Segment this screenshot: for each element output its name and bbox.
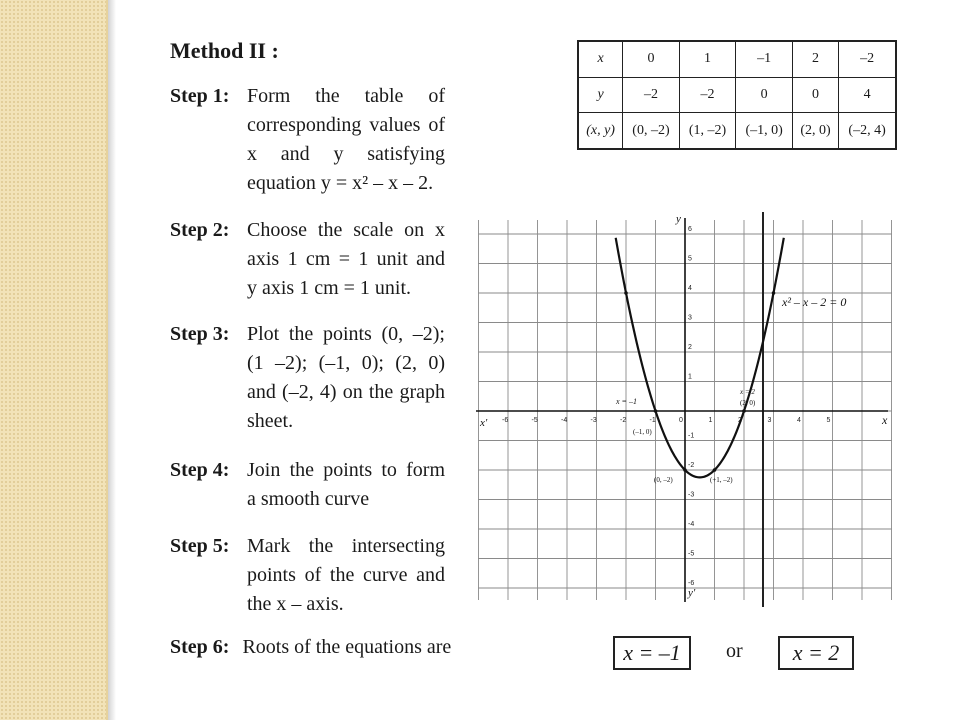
plotted-point: [654, 409, 658, 413]
table-cell: (0, –2): [623, 113, 680, 149]
root-right-label: x = 2: [740, 388, 755, 396]
table-cell: –1: [736, 41, 793, 77]
graph-ticks: [502, 226, 831, 587]
step-text: [247, 216, 445, 303]
table-cell: 1: [679, 41, 736, 77]
y-tick-label: 4: [688, 285, 692, 292]
point-label: (–1, 0): [633, 428, 652, 436]
table-row: [578, 113, 896, 149]
table-cell: –2: [839, 41, 896, 77]
step-line: Choose the scale on x: [247, 219, 445, 241]
y-tick-label: 3: [688, 314, 692, 322]
step-label: Step 5:: [170, 535, 230, 557]
x-tick-label: 1: [708, 417, 713, 424]
table-cell: 0: [792, 77, 838, 112]
x-axis-label: x: [882, 413, 888, 427]
step-text: [247, 456, 445, 514]
step-line: corresponding values of: [247, 114, 445, 136]
step-line: a smooth curve: [247, 488, 370, 510]
y-neg-axis-label: y': [688, 587, 696, 599]
step-line: Plot the points (0, –2);: [247, 323, 445, 345]
x-tick-label: -6: [502, 417, 509, 424]
table-cell: (–1, 0): [736, 113, 793, 149]
x-neg-axis-label: x': [480, 417, 488, 429]
step-line: points of the curve and: [247, 564, 445, 586]
step-line: y axis 1 cm = 1 unit.: [247, 277, 412, 299]
plotted-point: [683, 468, 687, 472]
y-tick-label: -4: [688, 521, 695, 528]
root-box-1: x = –1: [613, 636, 691, 670]
x-tick-label: 3: [767, 417, 772, 424]
x-tick-label: -3: [590, 417, 597, 424]
method-title: Method II :: [170, 38, 279, 63]
y-tick-label: -1: [688, 432, 695, 440]
y-tick-label: 1: [688, 373, 692, 381]
plotted-point: [742, 409, 746, 413]
table-cell: –2: [623, 77, 680, 112]
step-label: Step 6:: [170, 636, 230, 658]
step-label: Step 1:: [170, 85, 230, 107]
table-cell: 2: [792, 41, 838, 77]
step-label: Step 2:: [170, 219, 230, 241]
point-label: (+1, –2): [710, 476, 733, 484]
root-left-label: x = –1: [616, 397, 637, 406]
or-text: or: [726, 640, 743, 662]
table-cell: 0: [736, 77, 793, 112]
y-tick-label: -3: [688, 491, 695, 499]
step-line: and (–2, 4) on the graph: [247, 381, 445, 403]
step-line: the x – axis.: [247, 593, 344, 615]
step-line: sheet.: [247, 410, 294, 432]
step-line: axis 1 cm = 1 unit and: [247, 248, 445, 270]
x-tick-label: 5: [826, 417, 831, 424]
x-tick-label: 4: [797, 417, 801, 424]
step-text: [247, 82, 445, 198]
y-tick-label: -6: [688, 580, 695, 587]
y-tick-label: 6: [688, 226, 692, 233]
equation-label: x² – x – 2 = 0: [782, 295, 847, 309]
root-box-2: x = 2: [778, 636, 854, 670]
x-tick-label: -1: [649, 417, 656, 424]
table-cell: –2: [679, 77, 736, 112]
step-line: equation y = x² – x – 2.: [247, 172, 434, 194]
table-row: [578, 77, 896, 112]
plotted-point: [713, 468, 717, 472]
step-label: Step 3:: [170, 323, 230, 345]
plotted-point: [772, 291, 776, 295]
table-cell: x: [578, 41, 623, 77]
sidebar-shadow: [108, 0, 116, 720]
x-tick-label: 2: [738, 417, 742, 424]
y-tick-label: 2: [688, 344, 692, 351]
x-tick-label: 0: [679, 417, 683, 424]
step-label: Step 4:: [170, 459, 230, 481]
step-6: [170, 636, 451, 659]
table-cell: y: [578, 77, 623, 112]
step-text: Roots of the equations are: [242, 636, 452, 658]
x-tick-label: -2: [620, 417, 627, 424]
point-label: (2, 0): [740, 399, 756, 407]
y-tick-label: -2: [688, 462, 695, 469]
step-text: [247, 320, 445, 436]
table-cell: 4: [839, 77, 896, 112]
plotted-point: [624, 291, 628, 295]
step-line: Join the points to form: [247, 459, 445, 481]
step-line: Form the table of: [247, 85, 445, 107]
step-line: x and y satisfying: [247, 143, 445, 165]
values-table: [577, 40, 897, 150]
step-line: Mark the intersecting: [247, 535, 445, 557]
parabola-graph: [470, 212, 900, 607]
point-label: (0, –2): [654, 476, 673, 484]
step-line: (1 –2); (–1, 0); (2, 0): [247, 352, 445, 374]
y-tick-label: -5: [688, 550, 695, 558]
parabola-curve: [616, 238, 784, 478]
graph-labels: [479, 213, 888, 599]
table-cell: 0: [623, 41, 680, 77]
x-tick-label: -4: [561, 417, 568, 424]
table-cell: (2, 0): [792, 113, 838, 149]
y-tick-label: 5: [688, 255, 692, 263]
step-text: [247, 532, 445, 619]
table-cell: (–2, 4): [839, 113, 896, 149]
x-tick-label: -5: [531, 417, 538, 424]
table-cell: (1, –2): [679, 113, 736, 149]
table-row: [578, 41, 896, 77]
y-axis-label: y: [676, 213, 681, 225]
table-cell: (x, y): [578, 113, 623, 149]
decorative-sidebar: [0, 0, 108, 720]
